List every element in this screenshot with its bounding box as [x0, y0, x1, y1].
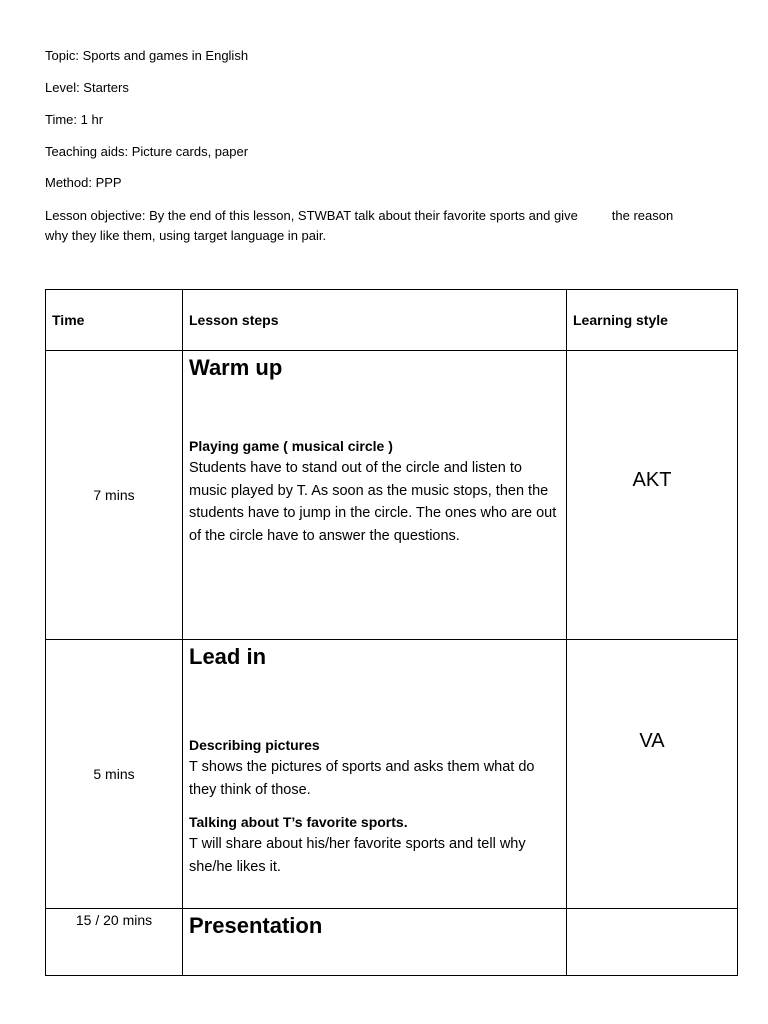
activity-description: T shows the pictures of sports and asks them what do they think of those.	[189, 759, 535, 798]
row-time: 5 mins	[46, 640, 183, 909]
table-row	[46, 640, 738, 909]
header-lesson-steps: Lesson steps	[183, 290, 567, 351]
lesson-objective	[45, 206, 725, 246]
row-learning-style: AKT	[567, 351, 738, 640]
step-title: Warm up	[189, 355, 283, 380]
topic-line: Topic: Sports and games in English	[45, 48, 249, 63]
activity-description: Students have to stand out of the circle and listen to music played by T. As soon as the music stops, then the students have to jump in the circle. The ones who are out of the circle have to answer the questions.	[189, 460, 557, 544]
step-title: Presentation	[189, 913, 323, 938]
row-lesson-steps	[183, 640, 567, 909]
objective-part3: why they like them, using target language in pair.	[45, 228, 327, 243]
level-line: Level: Starters	[45, 80, 129, 95]
row-lesson-steps	[183, 909, 567, 976]
row-learning-style	[567, 909, 738, 976]
activity-title: Talking about T’s favorite sports.	[189, 814, 408, 830]
method-line: Method: PPP	[45, 175, 122, 190]
header-time: Time	[46, 290, 183, 351]
table-row	[46, 351, 738, 640]
objective-part1: Lesson objective: By the end of this lesson, STWBAT talk about their favorite sports and give	[45, 208, 578, 223]
header-learning-style: Learning style	[567, 290, 738, 351]
row-time: 15 / 20 mins	[46, 909, 183, 976]
row-time: 7 mins	[46, 351, 183, 640]
time-line: Time: 1 hr	[45, 112, 104, 127]
table-header-row	[46, 290, 738, 351]
step-title: Lead in	[189, 644, 267, 669]
lesson-plan-table	[45, 289, 738, 976]
objective-part2: the reason	[611, 208, 674, 223]
activity-title: Describing pictures	[189, 737, 320, 753]
teaching-aids-line: Teaching aids: Picture cards, paper	[45, 144, 249, 159]
row-lesson-steps	[183, 351, 567, 640]
row-learning-style: VA	[567, 640, 738, 909]
activity-title: Playing game ( musical circle )	[189, 438, 393, 454]
table-row	[46, 909, 738, 976]
activity-description: T will share about his/her favorite sports and tell why she/he likes it.	[189, 836, 526, 875]
